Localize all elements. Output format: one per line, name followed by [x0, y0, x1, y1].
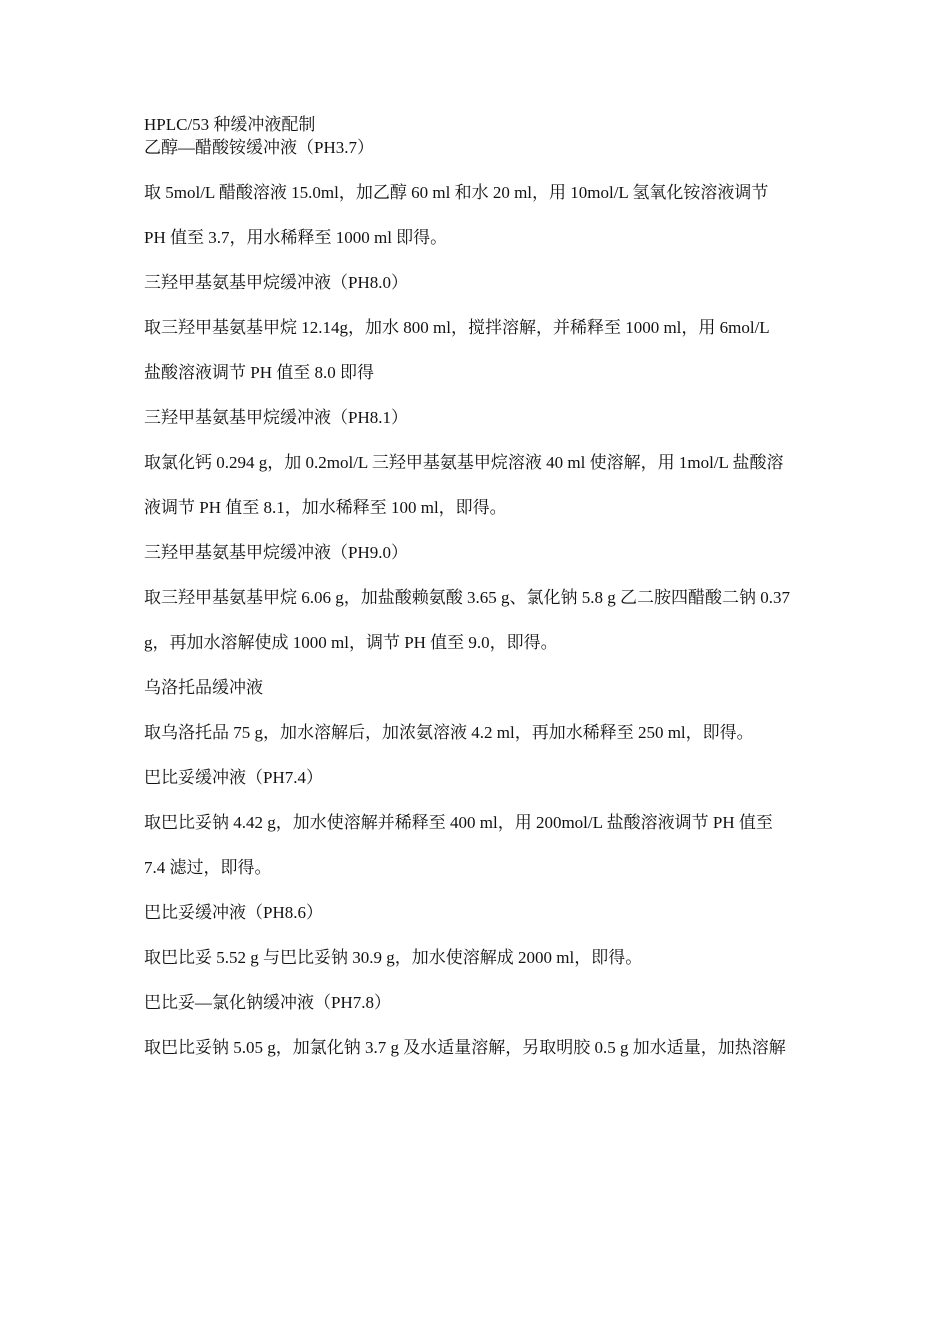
section-heading-barbital-ph7-4: 巴比妥缓冲液（PH7.4） — [144, 768, 323, 787]
section-heading-tris-ph9-0: 三羟甲基氨基甲烷缓冲液（PH9.0） — [144, 543, 408, 562]
paragraph-1: 取 5mol/L 醋酸溶液 15.0ml，加乙醇 60 ml 和水 20 ml，用 10mol/L 氢氧化铵溶液调节 — [144, 183, 769, 202]
section-heading-tris-ph8-0: 三羟甲基氨基甲烷缓冲液（PH8.0） — [144, 273, 408, 292]
paragraph-4: 盐酸溶液调节 PH 值至 8.0 即得 — [144, 363, 374, 382]
paragraph-9: 取乌洛托品 75 g，加水溶解后，加浓氨溶液 4.2 ml，再加水稀释至 250 ml，即得。 — [144, 723, 754, 742]
paragraph-6: 液调节 PH 值至 8.1，加水稀释至 100 ml，即得。 — [144, 498, 507, 517]
paragraph-10: 取巴比妥钠 4.42 g，加水使溶解并稀释至 400 ml，用 200mol/L 盐酸溶液调节 PH 值至 — [144, 813, 773, 832]
section-heading-ethanol-ammonium-acetate: 乙醇—醋酸铵缓冲液（PH3.7） — [144, 138, 374, 157]
document-body — [144, 113, 810, 1081]
paragraph-5: 取氯化钙 0.294 g，加 0.2mol/L 三羟甲基氨基甲烷溶液 40 ml 使溶解，用 1mol/L 盐酸溶 — [144, 453, 784, 472]
paragraph-2: PH 值至 3.7，用水稀释至 1000 ml 即得。 — [144, 228, 448, 247]
paragraph-8: g，再加水溶解使成 1000 ml，调节 PH 值至 9.0，即得。 — [144, 633, 558, 652]
section-heading-barbital-nacl-ph7-8: 巴比妥—氯化钠缓冲液（PH7.8） — [144, 993, 391, 1012]
paragraph-7: 取三羟甲基氨基甲烷 6.06 g，加盐酸赖氨酸 3.65 g、氯化钠 5.8 g 乙二胺四醋酸二钠 0.37 — [144, 588, 790, 607]
paragraph-11: 7.4 滤过，即得。 — [144, 858, 272, 877]
paragraph-3: 取三羟甲基氨基甲烷 12.14g，加水 800 ml，搅拌溶解，并稀释至 1000 ml，用 6mol/L — [144, 318, 770, 337]
section-heading-barbital-ph8-6: 巴比妥缓冲液（PH8.6） — [144, 903, 323, 922]
document-title: HPLC/53 种缓冲液配制 — [144, 115, 316, 134]
paragraph-12: 取巴比妥 5.52 g 与巴比妥钠 30.9 g，加水使溶解成 2000 ml，即得。 — [144, 948, 643, 967]
section-heading-methenamine: 乌洛托品缓冲液 — [144, 678, 263, 697]
section-heading-tris-ph8-1: 三羟甲基氨基甲烷缓冲液（PH8.1） — [144, 408, 408, 427]
spacer — [144, 159, 810, 181]
paragraph-13: 取巴比妥钠 5.05 g，加氯化钠 3.7 g 及水适量溶解，另取明胶 0.5 g 加水适量，加热溶解 — [144, 1038, 786, 1057]
